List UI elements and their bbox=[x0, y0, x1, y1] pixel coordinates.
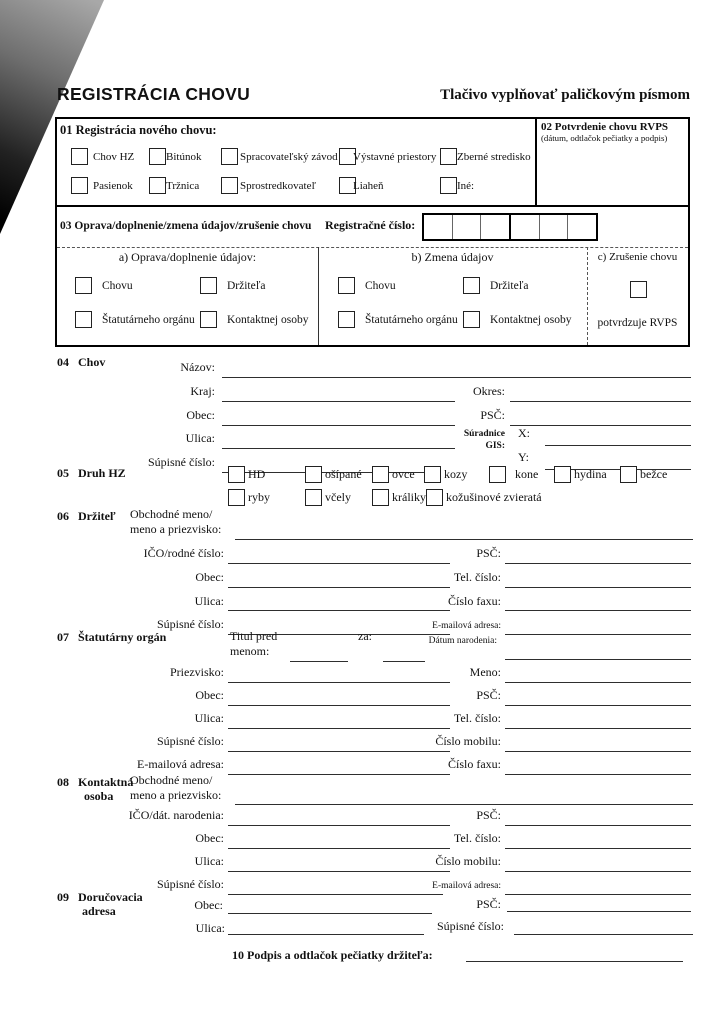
field-06-fax[interactable] bbox=[505, 610, 691, 611]
checkbox-b-chovu[interactable] bbox=[338, 277, 355, 294]
label-fax: Číslo faxu: bbox=[448, 757, 501, 771]
reg-number-cell[interactable] bbox=[424, 215, 453, 239]
label-ico: IČO/rodné číslo: bbox=[143, 546, 224, 560]
label-priezvisko: Priezvisko: bbox=[170, 665, 224, 679]
label-gis-y: Y: bbox=[518, 450, 529, 464]
field-08-meno[interactable] bbox=[235, 804, 693, 805]
checkbox-label: HD bbox=[248, 467, 266, 481]
label-obchodne-meno-1: Obchodné meno/ bbox=[130, 507, 213, 521]
fill-instruction: Tlačivo vyplňovať paličkovým písmom bbox=[440, 87, 690, 103]
label-email: E-mailová adresa: bbox=[432, 621, 501, 631]
label-psc: PSČ: bbox=[476, 546, 501, 560]
checkbox-a-drzitela[interactable] bbox=[200, 277, 217, 294]
field-07-datum-narodenia[interactable] bbox=[505, 659, 691, 660]
label-mobil: Číslo mobilu: bbox=[435, 734, 501, 748]
field-06-psc[interactable] bbox=[505, 563, 691, 564]
label-obchodne-meno-1: Obchodné meno/ bbox=[130, 773, 213, 787]
label-obec: Obec: bbox=[194, 898, 223, 912]
label-nazov: Názov: bbox=[180, 360, 215, 374]
label-psc: PSČ: bbox=[476, 808, 501, 822]
label-gis-x: X: bbox=[518, 426, 530, 440]
checkbox-pasienok[interactable] bbox=[71, 177, 88, 194]
field-04-obec[interactable] bbox=[222, 425, 455, 426]
label-ulica: Ulica: bbox=[194, 594, 224, 608]
field-06-meno[interactable] bbox=[235, 539, 693, 540]
checkbox-label: Štatutárneho orgánu bbox=[102, 314, 195, 326]
section-05-name: Druh HZ bbox=[78, 466, 126, 480]
section-09-number: 09 bbox=[57, 890, 69, 904]
section-08-name-1: Kontaktná bbox=[78, 775, 134, 789]
field-09-obec[interactable] bbox=[228, 913, 432, 914]
checkbox-label: Pasienok bbox=[93, 180, 133, 192]
checkbox-label: Zberné stredisko bbox=[457, 151, 531, 163]
checkbox-bezce[interactable] bbox=[620, 466, 637, 483]
checkbox-bitunok[interactable] bbox=[149, 148, 166, 165]
label-tel: Tel. číslo: bbox=[453, 711, 501, 725]
field-08-supisne-cislo[interactable] bbox=[228, 894, 443, 895]
divider-horizontal bbox=[57, 247, 688, 248]
checkbox-label: Liaheň bbox=[353, 180, 384, 192]
field-08-psc[interactable] bbox=[505, 825, 691, 826]
label-fax: Číslo faxu: bbox=[448, 594, 501, 608]
label-suradnice: Súradnice bbox=[463, 429, 505, 439]
field-04-ulica[interactable] bbox=[222, 448, 455, 449]
field-07-priezvisko[interactable] bbox=[228, 682, 450, 683]
label-psc: PSČ: bbox=[476, 688, 501, 702]
field-04-nazov[interactable] bbox=[222, 377, 691, 378]
label-meno: Meno: bbox=[469, 665, 501, 679]
field-08-ico[interactable] bbox=[228, 825, 450, 826]
label-supisne-cislo: Súpisné číslo: bbox=[156, 877, 224, 891]
label-tel: Tel. číslo: bbox=[453, 570, 501, 584]
field-09-ulica[interactable] bbox=[228, 934, 424, 935]
section-01-box bbox=[55, 117, 690, 207]
section-02-box bbox=[535, 119, 688, 205]
column-c-footer: potvrdzuje RVPS bbox=[597, 317, 678, 329]
checkbox-ovce[interactable] bbox=[372, 466, 389, 483]
reg-number-cell[interactable] bbox=[481, 215, 511, 239]
section-03-box bbox=[55, 207, 690, 347]
reg-number-cell[interactable] bbox=[568, 215, 596, 239]
label-psc: PSČ: bbox=[480, 408, 505, 422]
checkbox-a-statutarneho-organu[interactable] bbox=[75, 311, 92, 328]
section-09-name-1: Doručovacia bbox=[78, 890, 143, 904]
label-obec: Obec: bbox=[186, 408, 215, 422]
column-a-title: a) Oprava/doplnenie údajov: bbox=[118, 250, 257, 264]
field-07-email[interactable] bbox=[228, 774, 450, 775]
checkbox-label: Kontaktnej osoby bbox=[227, 314, 309, 326]
checkbox-ryby[interactable] bbox=[228, 489, 245, 506]
checkbox-label: Chov HZ bbox=[93, 151, 135, 163]
checkbox-trznica[interactable] bbox=[149, 177, 166, 194]
label-obec: Obec: bbox=[195, 688, 224, 702]
field-04-gis-x[interactable] bbox=[545, 445, 691, 446]
column-b-title: b) Zmena údajov bbox=[411, 250, 494, 264]
section-03-title: 03 Oprava/doplnenie/zmena údajov/zrušenie chovu bbox=[60, 220, 312, 232]
label-kraj: Kraj: bbox=[190, 384, 215, 398]
checkbox-kone[interactable] bbox=[489, 466, 506, 483]
field-07-supisne-cislo[interactable] bbox=[228, 751, 450, 752]
field-07-ulica[interactable] bbox=[228, 728, 450, 729]
section-06-number: 06 bbox=[57, 509, 69, 523]
checkbox-label: Držiteľa bbox=[227, 280, 266, 292]
section-10-label: 10 Podpis a odtlačok pečiatky držiteľa: bbox=[232, 948, 433, 962]
section-02-subtitle: (dátum, odtlačok pečiatky a podpis) bbox=[541, 133, 668, 143]
checkbox-label: Iné: bbox=[457, 180, 475, 192]
checkbox-label: včely bbox=[325, 490, 351, 504]
checkbox-ine[interactable] bbox=[440, 177, 457, 194]
registration-number-label: Registračné číslo: bbox=[325, 218, 416, 232]
label-ico-datum: IČO/dát. narodenia: bbox=[128, 808, 224, 822]
section-08-number: 08 bbox=[57, 775, 69, 789]
label-okres: Okres: bbox=[473, 384, 505, 398]
field-04-okres[interactable] bbox=[510, 401, 691, 402]
field-08-obec[interactable] bbox=[228, 848, 450, 849]
section-07-number: 07 bbox=[57, 630, 69, 644]
field-07-tel[interactable] bbox=[505, 728, 691, 729]
field-07-titul[interactable] bbox=[290, 661, 348, 662]
checkbox-label: Spracovateľský závod bbox=[240, 151, 338, 163]
checkbox-label: kozy bbox=[444, 467, 468, 481]
section-04-name: Chov bbox=[78, 355, 106, 369]
label-obchodne-meno-2: meno a priezvisko: bbox=[130, 788, 222, 802]
field-07-obec[interactable] bbox=[228, 705, 450, 706]
checkbox-osipane[interactable] bbox=[305, 466, 322, 483]
section-08-name-2: osoba bbox=[84, 789, 114, 803]
checkbox-kozy[interactable] bbox=[424, 466, 441, 483]
checkbox-c-zrusenie-chovu[interactable] bbox=[630, 281, 647, 298]
field-08-ulica[interactable] bbox=[228, 871, 450, 872]
field-08-mobil[interactable] bbox=[505, 871, 691, 872]
checkbox-label: kone bbox=[515, 467, 539, 481]
checkbox-label: králiky bbox=[392, 490, 426, 504]
checkbox-a-kontaktnej-osoby[interactable] bbox=[200, 311, 217, 328]
section-02-title: 02 Potvrdenie chovu RVPS bbox=[541, 121, 669, 133]
reg-number-cell[interactable] bbox=[540, 215, 569, 239]
checkbox-b-statutarneho-organu[interactable] bbox=[338, 311, 355, 328]
checkbox-label: Bitúnok bbox=[166, 151, 202, 163]
checkbox-spracovatelsky-zavod[interactable] bbox=[221, 148, 238, 165]
label-supisne-cislo: Súpisné číslo: bbox=[156, 734, 224, 748]
checkbox-label: hydina bbox=[574, 467, 607, 481]
label-ulica: Ulica: bbox=[195, 921, 225, 935]
field-04-psc[interactable] bbox=[510, 425, 691, 426]
label-tel: Tel. číslo: bbox=[453, 831, 501, 845]
checkbox-a-chovu[interactable] bbox=[75, 277, 92, 294]
label-supisne-cislo: Súpisné číslo: bbox=[147, 455, 215, 469]
field-06-obec[interactable] bbox=[228, 587, 450, 588]
page-title: REGISTRÁCIA CHOVU bbox=[57, 84, 251, 104]
label-ulica: Ulica: bbox=[185, 431, 215, 445]
label-obec: Obec: bbox=[195, 831, 224, 845]
field-10-podpis[interactable] bbox=[466, 961, 683, 962]
field-07-meno[interactable] bbox=[505, 682, 691, 683]
checkbox-label: Štatutárneho orgánu bbox=[365, 314, 458, 326]
section-09-name-2: adresa bbox=[82, 904, 116, 918]
registration-number-boxes bbox=[422, 213, 598, 241]
checkbox-vcely[interactable] bbox=[305, 489, 322, 506]
label-obchodne-meno-2: meno a priezvisko: bbox=[130, 522, 222, 536]
field-06-email[interactable] bbox=[505, 634, 691, 635]
checkbox-sprostredkovatel[interactable] bbox=[221, 177, 238, 194]
field-08-email[interactable] bbox=[505, 894, 691, 895]
label-titul-2: menom: bbox=[230, 644, 270, 658]
checkbox-zberne-stredisko[interactable] bbox=[440, 148, 457, 165]
checkbox-label: Kontaktnej osoby bbox=[490, 314, 572, 326]
section-05-number: 05 bbox=[57, 466, 69, 480]
field-08-tel[interactable] bbox=[505, 848, 691, 849]
field-09-supisne-cislo[interactable] bbox=[514, 934, 693, 935]
label-supisne-cislo: Súpisné číslo: bbox=[156, 617, 224, 631]
label-mobil: Číslo mobilu: bbox=[435, 854, 501, 868]
field-07-psc[interactable] bbox=[505, 705, 691, 706]
label-supisne-cislo: Súpisné číslo: bbox=[436, 919, 504, 933]
section-06-name: Držiteľ bbox=[78, 509, 116, 523]
label-email: E-mailová adresa: bbox=[137, 757, 224, 771]
checkbox-label: Tržnica bbox=[166, 180, 200, 192]
checkbox-label: ryby bbox=[248, 490, 270, 504]
label-titul-1: Titul pred bbox=[230, 629, 278, 643]
checkbox-kraliky[interactable] bbox=[372, 489, 389, 506]
checkbox-chov-hz[interactable] bbox=[71, 148, 88, 165]
checkbox-b-drzitela[interactable] bbox=[463, 277, 480, 294]
checkbox-kozusinove-zvierata[interactable] bbox=[426, 489, 443, 506]
checkbox-hydina[interactable] bbox=[554, 466, 571, 483]
checkbox-label: Chovu bbox=[365, 280, 396, 292]
section-04-number: 04 bbox=[57, 355, 69, 369]
label-psc: PSČ: bbox=[476, 897, 501, 911]
label-ulica: Ulica: bbox=[194, 711, 224, 725]
checkbox-label: kožušinové zvieratá bbox=[446, 490, 542, 504]
field-04-kraj[interactable] bbox=[222, 401, 455, 402]
label-gis: GIS: bbox=[485, 441, 505, 451]
section-01-title: 01 Registrácia nového chovu: bbox=[60, 123, 217, 137]
field-07-mobil[interactable] bbox=[505, 751, 691, 752]
reg-number-cell[interactable] bbox=[453, 215, 482, 239]
reg-number-cell[interactable] bbox=[511, 215, 540, 239]
checkbox-label: bežce bbox=[640, 467, 668, 481]
checkbox-b-kontaktnej-osoby[interactable] bbox=[463, 311, 480, 328]
field-07-za[interactable] bbox=[383, 661, 425, 662]
field-06-ulica[interactable] bbox=[228, 610, 450, 611]
checkbox-label: Výstavné priestory bbox=[353, 151, 437, 163]
field-07-fax[interactable] bbox=[505, 774, 691, 775]
label-za: za: bbox=[358, 629, 372, 643]
label-datum-narodenia: Dátum narodenia: bbox=[428, 636, 497, 646]
field-06-tel[interactable] bbox=[505, 587, 691, 588]
field-09-psc[interactable] bbox=[507, 911, 691, 912]
label-ulica: Ulica: bbox=[194, 854, 224, 868]
checkbox-hd[interactable] bbox=[228, 466, 245, 483]
label-obec: Obec: bbox=[195, 570, 224, 584]
column-c-title: c) Zrušenie chovu bbox=[597, 251, 678, 263]
field-06-ico[interactable] bbox=[228, 563, 450, 564]
section-07-name: Štatutárny orgán bbox=[78, 630, 167, 644]
checkbox-label: Chovu bbox=[102, 280, 133, 292]
label-email: E-mailová adresa: bbox=[432, 881, 501, 891]
checkbox-label: ošípané bbox=[325, 467, 362, 481]
checkbox-label: Sprostredkovateľ bbox=[240, 180, 316, 192]
checkbox-label: Držiteľa bbox=[490, 280, 529, 292]
checkbox-label: ovce bbox=[392, 467, 415, 481]
